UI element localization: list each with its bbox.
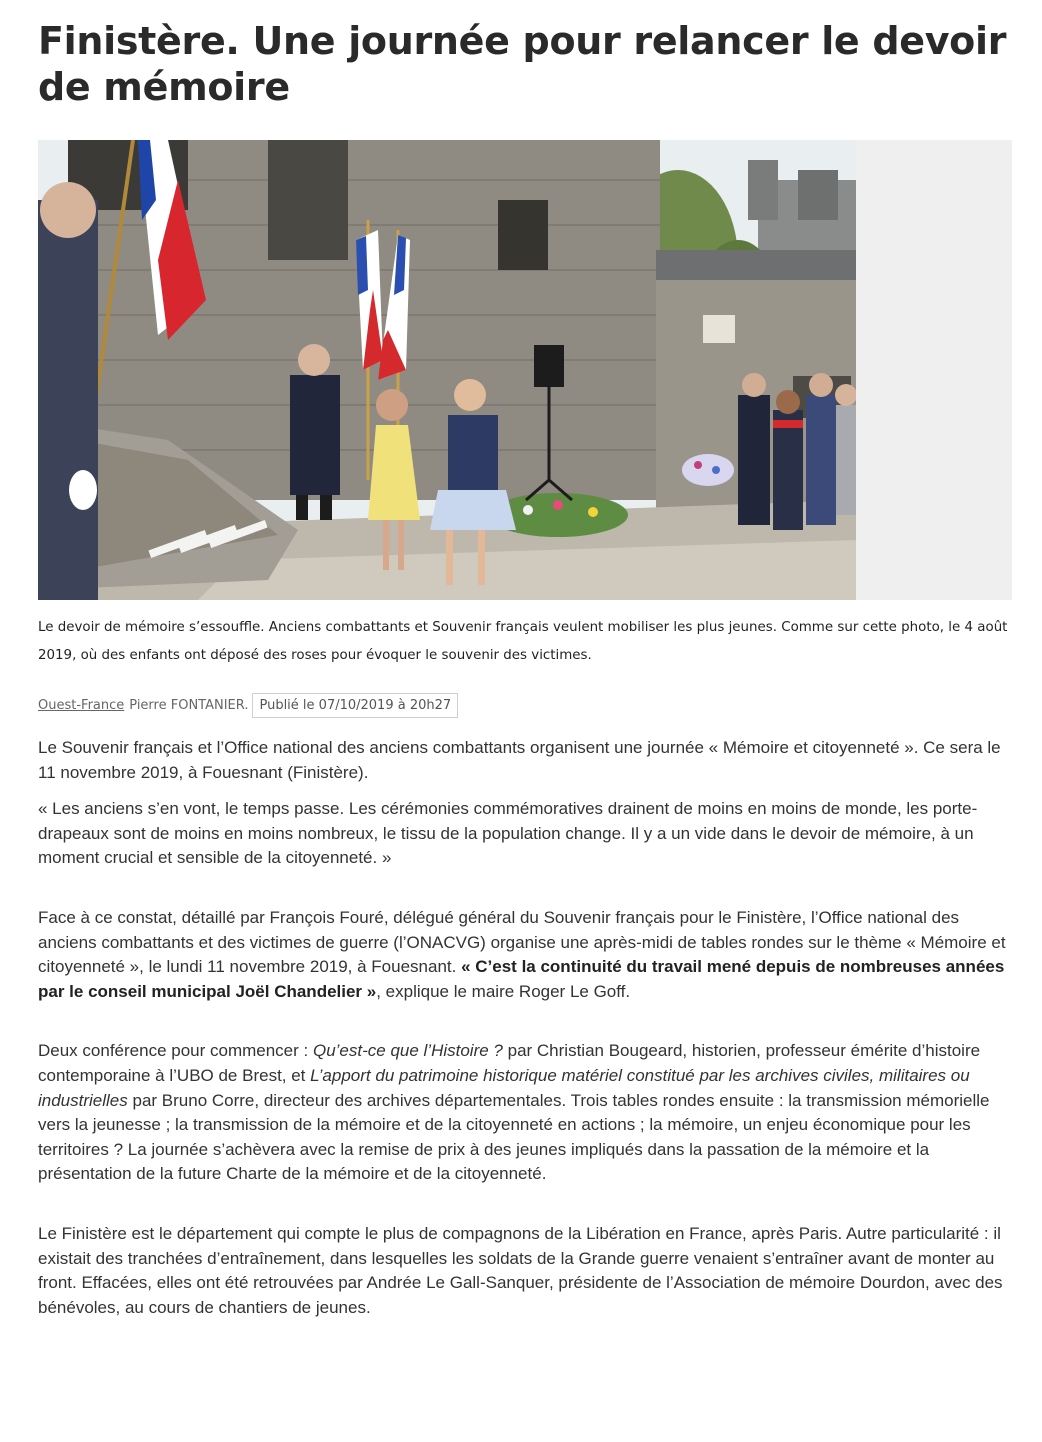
published-date: Publié le 07/10/2019 à 20h27 [252,693,458,718]
article-body [38,736,1010,1320]
byline [38,692,458,718]
mayor-quote: « C’est la continuité du travail mené depuis de nombreuses années par le conseil municipal Joël Chandelier » [38,957,1005,1001]
commemoration-photo-icon [38,140,856,600]
paragraph-history: Le Finistère est le département qui compte le plus de compagnons de la Libération en France, après Paris. Autre particularité : il existait des tranchées d’entraînement, dans lesquelles les soldats de la Grande guerre venaient s’entraîner avant de monter au front. Effacées, elles ont été retrouvées par Andrée Le Gall-Sanquer, présidente de l’Association de mémoire Dourdon, avec des bénévoles, au cours de chantiers de jeunes. [38,1223,1003,1317]
source-link[interactable]: Ouest-France [38,697,125,713]
paragraph-context [38,906,1010,1004]
paragraph-program [38,1039,1010,1187]
photo-frame [38,140,1012,600]
conference-title-1: Qu’est-ce que l’Histoire ? [312,1041,503,1061]
author-name: Pierre FONTANIER. [129,697,249,713]
conference-title-2: L’apport du patrimoine historique matériel constitué par les archives civiles, militaires ou industrielles [38,1065,970,1110]
program-text-3: par Bruno Corre, directeur des archives départementales. Trois tables rondes ensuite : la transmission mémorielle vers la jeunesse ; la transmission de la mémoire et de la citoyenneté en actions ; la mémoire, un enjeu économique pour les territoires ? La journée s’achèvera avec la remise de prix à des jeunes impliqués dans la passation de la mémoire et la présentation de la future Charte de la mémoire et de la citoyenneté. [38,1090,990,1184]
paragraph-intro: Le Souvenir français et l’Office national des anciens combattants organisent une journée « Mémoire et citoyenneté ». Ce sera le 11 novembre 2019, à Fouesnant (Finistère). [38,738,1001,782]
photo-caption: Le devoir de mémoire s’essouffle. Anciens combattants et Souvenir français veulent mobiliser les plus jeunes. Comme sur cette photo, le 4 août 2019, où des enfants ont déposé des roses pour évoquer le souvenir des victimes. [38,620,1008,663]
paragraph-context-after: , explique le maire Roger Le Goff. [376,981,631,1001]
article-title: Finistère. Une journée pour relancer le devoir de mémoire [38,19,1007,109]
paragraph-quote: « Les anciens s’en vont, le temps passe. Les cérémonies commémoratives drainent de moins en moins de monde, les porte-drapeaux sont de moins en moins nombreux, le tissu de la population change. Il y a un vide dans le devoir de mémoire, à un moment crucial et sensible de la citoyenneté. » [38,799,978,868]
program-text-2: par Christian Bougeard, historien, professeur émérite d’histoire contemporaine à l’UBO de Brest, et [38,1041,981,1085]
paragraph-context-text: Face à ce constat, détaillé par François Fouré, délégué général du Souvenir français pour le Finistère, l’Office national des anciens combattants et des victimes de guerre (l’ONACVG) organise une après-midi de tables rondes sur le thème « Mémoire et citoyenneté », le lundi 11 novembre 2019, à Fouesnant. [38,907,1006,977]
program-text-1: Deux conférence pour commencer : [38,1041,313,1061]
